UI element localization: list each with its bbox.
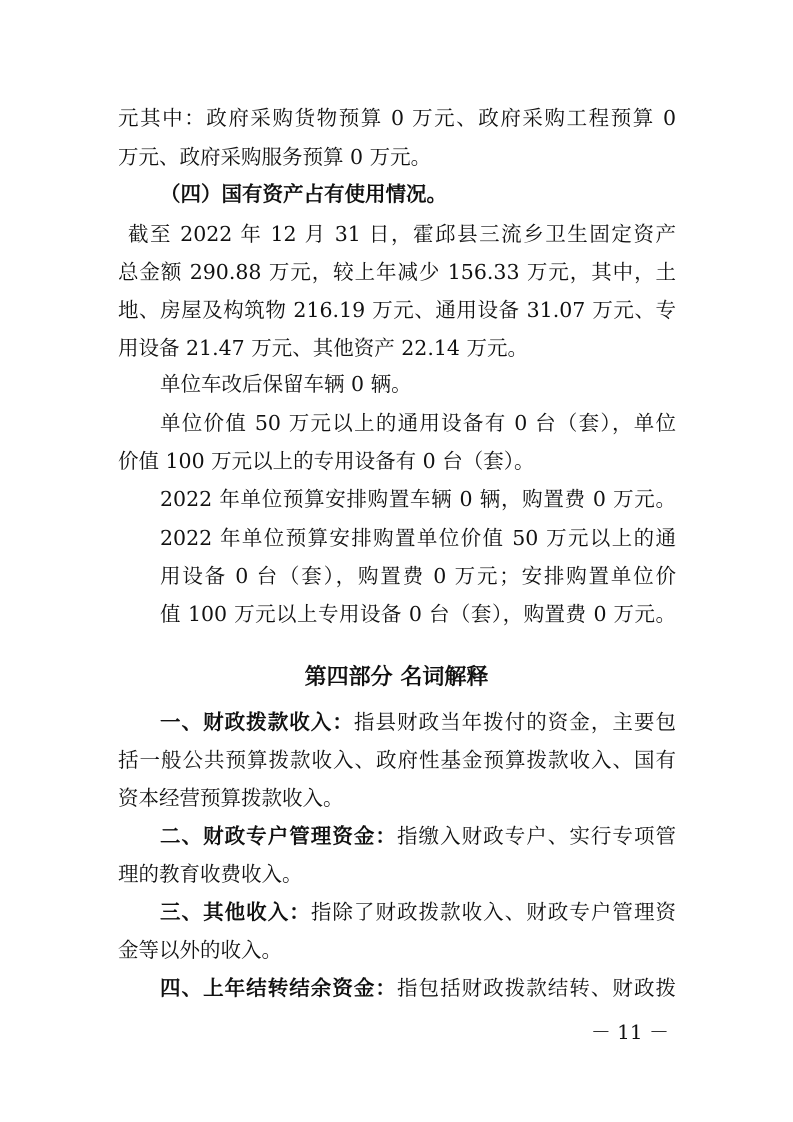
text-line: 万元、政府采购服务预算 0 万元。 <box>118 145 432 169</box>
text-line: 地、房屋及构筑物 216.19 万元、通用设备 31.07 万元、专 <box>118 298 676 322</box>
text-line: 括一般公共预算拨款收入、政府性基金预算拨款收入、国有 <box>118 748 676 772</box>
text-line: 金等以外的收入。 <box>118 938 282 962</box>
text-line: 总金额 290.88 万元，较上年减少 156.33 万元，其中，土 <box>118 260 676 284</box>
term-label: 一、财政拨款收入： <box>160 710 354 734</box>
text-line: 元其中：政府采购货物预算 0 万元、政府采购工程预算 0 <box>118 106 676 130</box>
text-line: 截至 2022 年 12 月 31 日，霍邱县三流乡卫生固定资产 <box>128 222 676 246</box>
section-title: 第四部分 名词解释 <box>304 664 489 690</box>
term-label: 三、其他收入： <box>160 900 311 924</box>
text-line: 资本经营预算拨款收入。 <box>118 786 344 810</box>
term-text: 指缴入财政专户、实行专项管 <box>396 824 677 848</box>
term-text: 指除了财政拨款收入、财政专户管理资 <box>310 900 677 924</box>
term-line <box>160 708 676 736</box>
term-line <box>160 898 676 926</box>
text-line: 理的教育收费收入。 <box>118 862 303 886</box>
text-line: 用设备 21.47 万元、其他资产 22.14 万元。 <box>118 336 528 360</box>
subsection-heading: （四）国有资产占有使用情况。 <box>160 182 447 206</box>
term-text: 指县财政当年拨付的资金，主要包 <box>353 710 677 734</box>
text-line: 2022 年单位预算安排购置单位价值 50 万元以上的通 <box>160 526 676 550</box>
term-line <box>160 822 676 850</box>
term-label: 二、财政专户管理资金： <box>160 824 397 848</box>
text-line: 值 100 万元以上专用设备 0 台（套），购置费 0 万元。 <box>160 602 676 626</box>
term-line <box>160 974 676 1002</box>
text-line: 价值 100 万元以上的专用设备有 0 台（套）。 <box>118 449 535 473</box>
page-number: － 11 － <box>590 1020 669 1044</box>
text-line: 单位价值 50 万元以上的通用设备有 0 台（套），单位 <box>160 411 676 435</box>
text-line: 2022 年单位预算安排购置车辆 0 辆，购置费 0 万元。 <box>160 487 676 511</box>
term-label: 四、上年结转结余资金： <box>160 976 397 1000</box>
term-text: 指包括财政拨款结转、财政拨 <box>396 976 677 1000</box>
text-line: 单位车改后保留车辆 0 辆。 <box>160 372 412 396</box>
text-line: 用设备 0 台（套），购置费 0 万元；安排购置单位价 <box>160 564 676 588</box>
